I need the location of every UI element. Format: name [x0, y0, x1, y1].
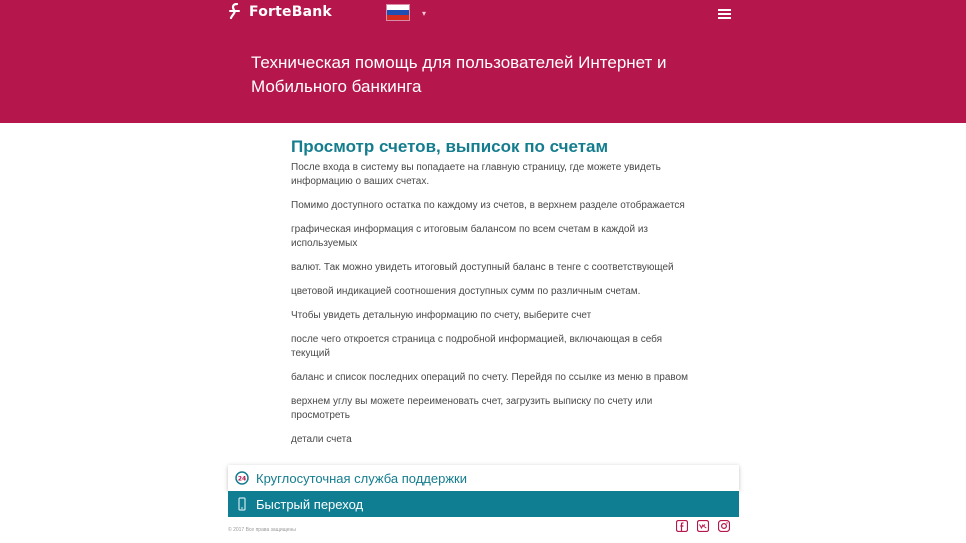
- support-accordion[interactable]: [228, 465, 739, 491]
- social-links: [676, 520, 730, 532]
- mobile-phone-icon: [235, 497, 249, 511]
- article-paragraph: Помимо доступного остатка по каждому из счетов, в верхнем разделе отображается: [291, 200, 685, 211]
- vk-icon[interactable]: [697, 520, 709, 532]
- instagram-icon[interactable]: [718, 520, 730, 532]
- article: [291, 136, 691, 457]
- support-24h-icon: [235, 471, 249, 485]
- page-header: [0, 0, 966, 123]
- article-paragraph: Чтобы увидеть детальную информацию по счету, выберите счет: [291, 310, 592, 321]
- article-paragraph: баланс и список последних операций по счету. Перейдя по ссылке из меню в правом: [291, 372, 689, 383]
- support-label: Круглосуточная служба поддержки: [256, 470, 467, 486]
- fortebank-logo-icon: [228, 3, 243, 20]
- article-paragraph: детали счета: [291, 434, 352, 445]
- logo[interactable]: [228, 3, 332, 20]
- article-paragraph: цветовой индикацией соотношения доступных сумм по различным счетам.: [291, 286, 641, 297]
- copyright: © 2017 Все права защищены: [228, 527, 296, 533]
- brand-name: ForteBank: [249, 3, 332, 20]
- language-selector[interactable]: [386, 4, 426, 21]
- facebook-icon[interactable]: [676, 520, 688, 532]
- hamburger-menu-icon[interactable]: [718, 9, 731, 19]
- article-paragraph: После входа в систему вы попадаете на главную страницу, где можете увидеть информацию о ваших счетах.: [291, 162, 661, 187]
- quick-nav-accordion[interactable]: [228, 491, 739, 517]
- article-paragraph: графическая информация с итоговым балансом по всем счетам в каждой из используемых: [291, 224, 648, 249]
- chevron-down-icon: ▾: [422, 8, 427, 18]
- article-paragraph: верхнем углу вы можете переименовать счет, загрузить выписку по счету или просмотреть: [291, 396, 653, 421]
- svg-text:24: 24: [237, 475, 247, 483]
- russian-flag-icon: [386, 4, 410, 21]
- article-paragraph: валют. Так можно увидеть итоговый доступный баланс в тенге с соответствующей: [291, 262, 674, 273]
- article-paragraph: после чего откроется страница с подробной информацией, включающая в себя текущий: [291, 334, 663, 359]
- quick-nav-label: Быстрый переход: [256, 496, 364, 512]
- article-title: Просмотр счетов, выписок по счетам: [291, 137, 609, 156]
- top-bar: [0, 0, 966, 26]
- page-title: Техническая помощь для пользователей Интернет и Мобильного банкинга: [251, 53, 667, 96]
